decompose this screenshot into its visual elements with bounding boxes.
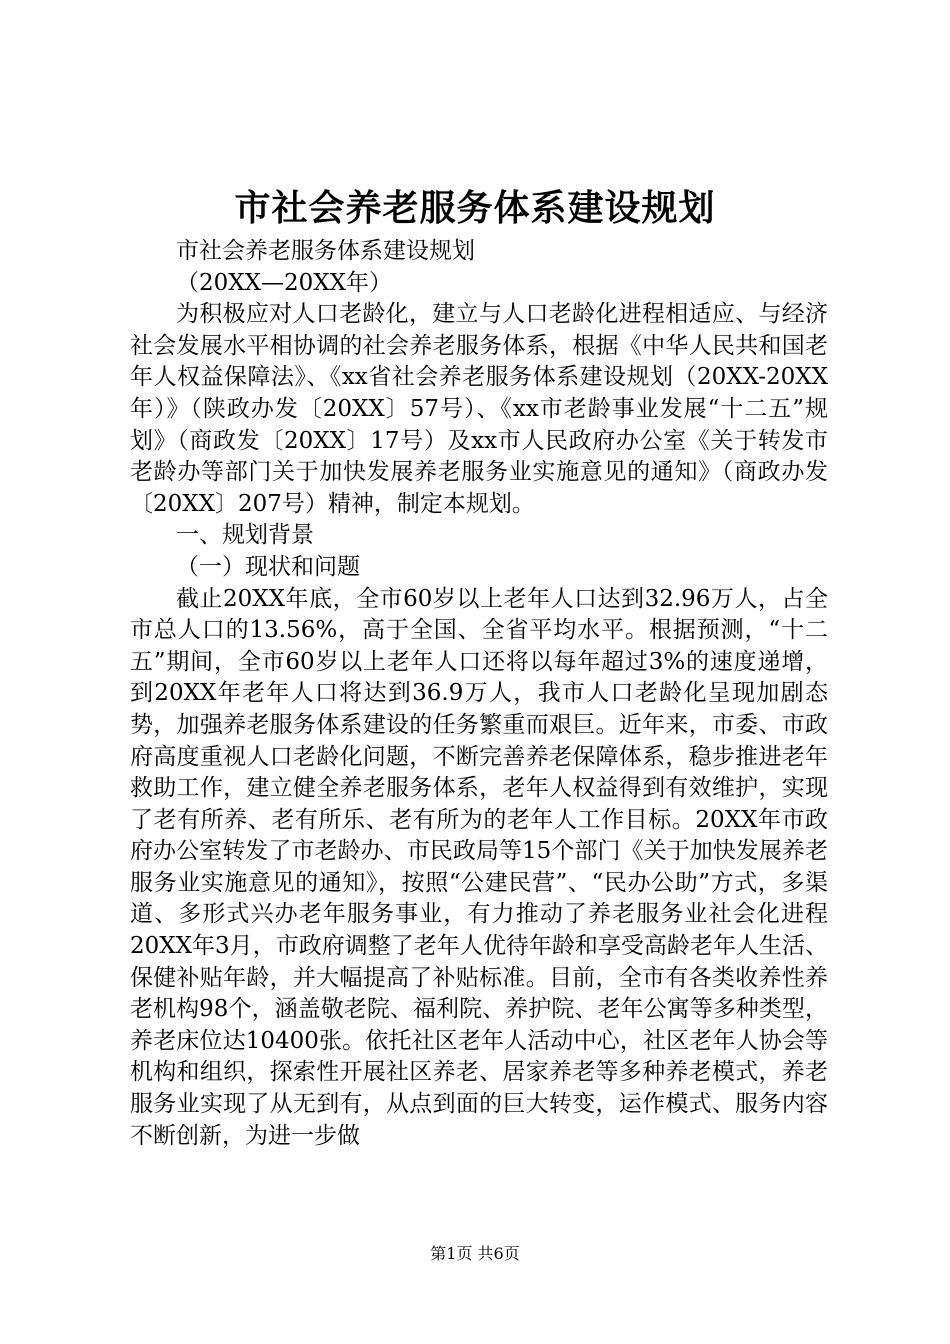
status-paragraph: 截止20XX年底，全市60岁以上老年人口达到32.96万人，占全市总人口的13.56%，高于全国、全省平均水平。根据预测，“十二五”期间，全市60岁以上老年人口还将以每年超过3%的速度递增，到20XX年老年人口将达到36.9万人，我市人口老龄化呈现加剧态势，加强养老服务体系建设的任务繁重而艰巨。近年来，市委、市政府高度重视人口老龄化问题，不断完善养老保障体系，稳步推进老年救助工作，建立健全养老服务体系，老年人权益得到有效维护，实现了老有所养、老有所乐、老有所为的老年人工作目标。20XX年市政府办公室转发了市老龄办、市民政局等15个部门《关于加快发展养老服务业实施意见的通知》，按照“公建民营”、“民办公助”方式，多渠道、多形式兴办老年服务事业，有力推动了养老服务业社会化进程20XX年3月，市政府调整了老年人优待年龄和享受高龄老年人生活、保健补贴年龄，并大幅提高了补贴标准。目前，全市有各类收养性养老机构98个，涵盖敬老院、福利院、养护院、老年公寓等多种类型，养老床位达10400张。依托社区老年人活动中心，社区老年人协会等机构和组织，探索性开展社区养老、居家养老等多种养老模式，养老服务业实现了从无到有，从点到面的巨大转变，运作模式、服务内容不断创新，为进一步做 [130,585,828,1149]
section-heading: 一、规划背景 [176,522,314,549]
subsection-heading: （一）现状和问题 [176,553,360,580]
document-period: （20XX—20XX年） [176,269,393,296]
page-footer: 第1页 共6页 [430,1244,520,1263]
intro-paragraph: 为积极应对人口老龄化，建立与人口老龄化进程相适应、与经济社会发展水平相协调的社会养老服务体系，根据《中华人民共和国老年人权益保障法》、《xx省社会养老服务体系建设规划（20XX-20XX年）》（陕政办发〔20XX〕57号）、《xx市老龄事业发展“十二五”规划》（商政发〔20XX〕17号）及xx市人民政府办公室《关于转发市老龄办等部门关于加快发展养老服务业实施意见的通知》（商政办发〔20XX〕207号）精神，制定本规划。 [130,301,828,517]
document-body [130,236,828,1152]
document-title: 市社会养老服务体系建设规划 [234,187,716,229]
document-subtitle: 市社会养老服务体系建设规划 [176,238,475,264]
